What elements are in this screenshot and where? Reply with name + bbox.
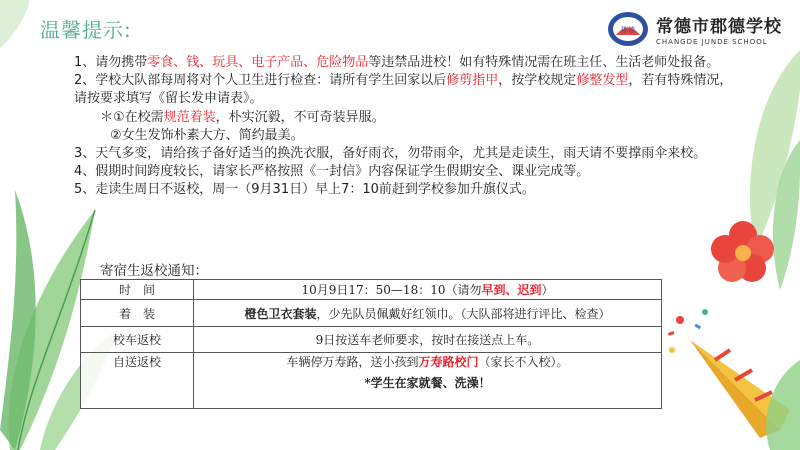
row-label-time: 时 间 [81, 280, 194, 300]
table-row [81, 327, 662, 353]
notice-text: 1、请勿携带 [74, 55, 148, 70]
notice-item-3: 3、天气多变，请给孩子备好适当的换洗衣服，备好雨衣，勿带雨伞，尤其是走读生，雨天请不要撑雨伞来校。 [74, 146, 707, 162]
notice-text: ，朴实沉毅，不可奇装异服。 [215, 109, 385, 125]
row-value-time [194, 280, 662, 300]
row-label-bus: 校车返校 [81, 327, 194, 353]
cell-bold: *学生在家就餐、洗澡！ [364, 376, 491, 390]
cell-highlight: 早到、迟到 [481, 283, 542, 297]
table-row [81, 353, 662, 409]
notice-text: 等违禁品进校！如有特殊情况需在班主任、生活老师处报备。 [368, 55, 720, 70]
boarding-notice-table [80, 279, 662, 409]
notice-highlight: 修整发型 [576, 73, 629, 89]
row-label-dress: 着 装 [81, 300, 194, 327]
school-name-en: CHANGDE JUNDE SCHOOL [656, 38, 768, 46]
notice-text: ，若有特殊情况，请按要求填写《留长发申请表》。 [74, 73, 733, 107]
cell-text: ，少先队员佩戴好红领巾。（大队部将进行评比、检查） [316, 306, 611, 321]
cell-text: ） [541, 283, 554, 297]
notice-item-1 [74, 54, 734, 72]
cell-text: 10月9日17：50—18：10（请勿 [301, 283, 482, 297]
cell-text: 车辆停万寿路，送小孩到 [286, 355, 419, 369]
school-logo [606, 10, 782, 48]
school-emblem-icon [606, 10, 650, 48]
row-label-self: 自送返校 [81, 353, 194, 409]
table-row [81, 300, 662, 327]
flower-icon [708, 215, 778, 285]
row-value-bus: 9日按送车老师要求，按时在接送点上车。 [194, 327, 662, 353]
notice-list [74, 54, 734, 200]
emblem-text: 郡德 [621, 26, 635, 34]
cell-bold: 橙色卫衣套装 [244, 306, 317, 321]
row-value-dress [194, 300, 662, 327]
notice-text: 2、学校大队部每周将对个人卫生进行检查：请所有学生回家以后 [74, 73, 447, 89]
slide-title: 温馨提示: [40, 18, 132, 42]
notice-highlight: 规范着装 [163, 109, 216, 125]
boarding-notice-title: 寄宿生返校通知： [100, 263, 208, 279]
notice-item-5: 5、走读生周日不返校，周一（9月31日）早上7：10前赶到学校参加升旗仪式。 [74, 182, 535, 198]
notice-subitem-2: ②女生发饰朴素大方、简约最美。 [110, 127, 304, 143]
leaves-bottom-right-decoration [740, 360, 800, 450]
cell-highlight: 万寿路校门 [418, 355, 479, 369]
notice-item-2 [74, 72, 734, 108]
leaves-top-left-decoration [0, 0, 40, 50]
notice-subitem-1 [74, 109, 734, 127]
row-value-self [194, 353, 662, 409]
table-row [81, 280, 662, 300]
notice-text: ，按学校规定 [498, 73, 577, 89]
cell-text: （家长不入校）。 [478, 355, 569, 369]
notice-text: ＊①在校需 [100, 109, 164, 125]
school-name-cn: 常德市郡德学校 [656, 17, 782, 37]
notice-highlight: 零食、钱、玩具、电子产品、危险物品 [147, 55, 369, 70]
notice-highlight: 修剪指甲 [446, 73, 499, 89]
notice-item-4: 4、假期时间跨度较长，请家长严格按照《一封信》内容保证学生假期安全、课业完成等。 [74, 164, 590, 180]
